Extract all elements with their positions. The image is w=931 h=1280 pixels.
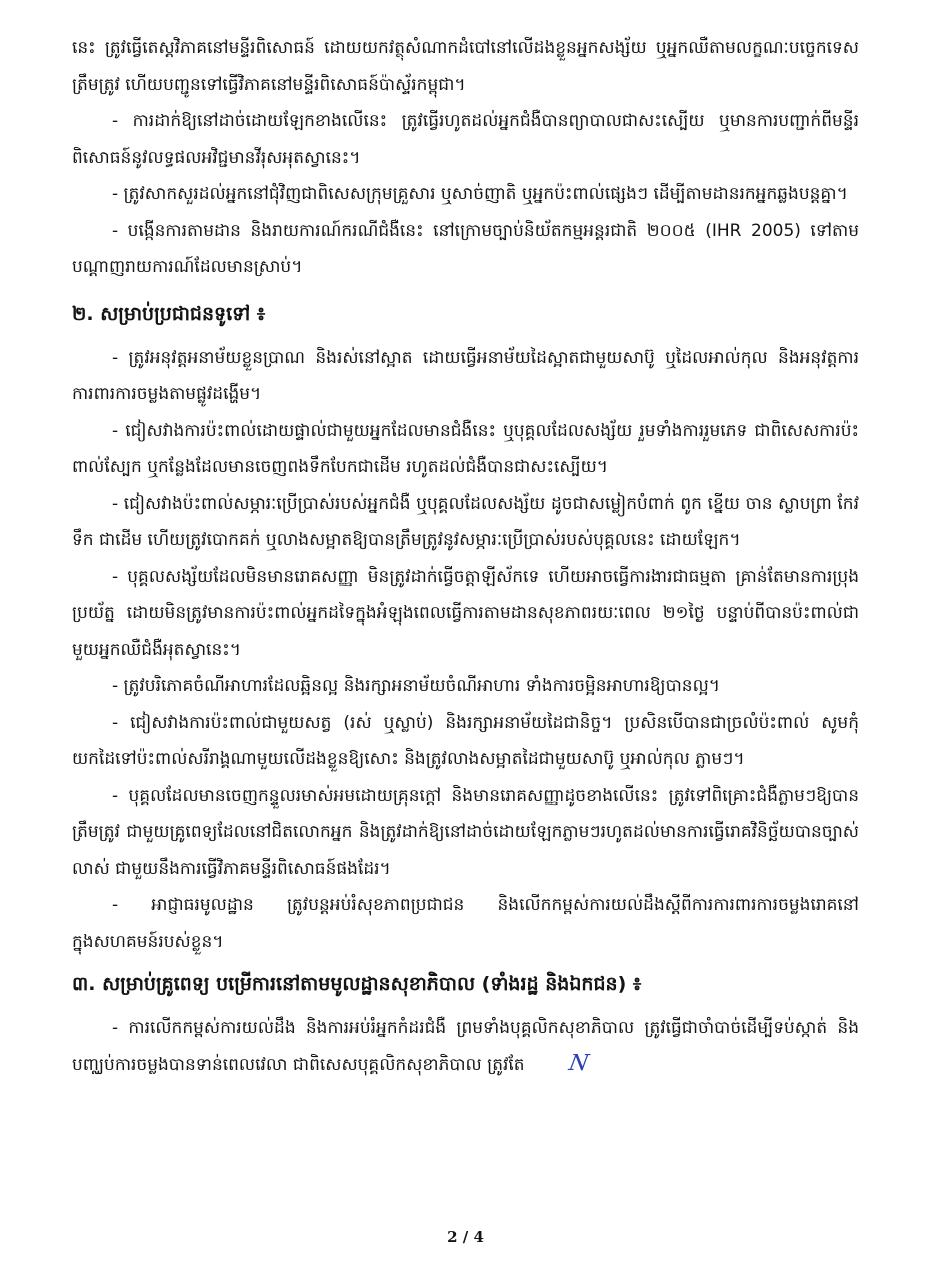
section-2-paragraph-3: - ជៀសវាងប៉ះពាល់សម្ភារៈប្រើប្រាស់របស់អ្នកជំងឺ ឬបុគ្គលដែលសង្ស័យ ដូចជាសម្លៀកបំពាក់ ពូក ខ្នើយ ចាន ស្លាបព្រា កែវទឹក ជាដើម ហើយត្រូវបោកគក់ ឬលាងសម្អាតឱ្យបានត្រឹមត្រូវនូវសម្ភារៈប្រើប្រាស់របស់បុគ្គលនេះ ដោយឡែក។	[72, 493, 859, 550]
page-number: 2 / 4	[447, 1228, 484, 1246]
section-3-paragraph-1-text: - ការលើកកម្ពស់ការយល់ដឹង និងការអប់រំអ្នកកំដរជំងឺ ព្រមទាំងបុគ្គលិកសុខាភិបាល ត្រូវធ្វើជាចាំបាច់ដើម្បីទប់ស្កាត់ និងបញ្ឈប់ការចម្លងបានទាន់ពេលវេលា ជាពិសេសបុគ្គលិកសុខាភិបាល ត្រូវតែ	[72, 1018, 859, 1075]
intro-paragraph-2: - ការដាក់ឱ្យនៅដាច់ដោយឡែកខាងលើនេះ ត្រូវធ្វើរហូតដល់អ្នកជំងឺបានព្យាបាលជាសះស្បើយ ឬមានការបញ្ជាក់ពីមន្ទីរពិសោធន៍នូវលទ្ធផលអវិជ្ជមានវីរុសអុតស្វានេះ។	[72, 111, 859, 168]
section-2-paragraph-2: - ជៀសវាងការប៉ះពាល់ដោយផ្ទាល់ជាមួយអ្នកដែលមានជំងឺនេះ ឬបុគ្គលដែលសង្ស័យ រួមទាំងការរួមភេទ ជាពិសេសការប៉ះពាល់ស្បែក ឬកន្លែងដែលមានចេញពងទឹកបែកជាដើម រហូតដល់ជំងឺបានជាសះស្បើយ។	[72, 420, 859, 477]
section-2-paragraph-1: - ត្រូវអនុវត្តអនាម័យខ្លួនប្រាណ និងរស់នៅស្អាត ដោយធ្វើអនាម័យដៃស្អាតជាមួយសាប៊ូ ឬដៃលអាល់កុល និងអនុវត្តការការពារការចម្លងតាមផ្លូវដង្ហើម។	[72, 347, 859, 404]
section-2-paragraph-8: - អាជ្ញាធរមូលដ្ឋាន ត្រូវបន្តអប់រំសុខភាពប្រជាជន និងលើកកម្ពស់ការយល់ដឹងស្តីពីការការពារការចម្លងរោគនៅក្នុងសហគមន៍របស់ខ្លួន។	[72, 895, 859, 952]
section-2-paragraph-4: - បុគ្គលសង្ស័យដែលមិនមានរោគសញ្ញា មិនត្រូវដាក់ធ្វើចត្តាឡីស័កទេ ហើយអាចធ្វើការងារជាធម្មតា គ្រាន់តែមានការប្រុងប្រយ័ត្ន ដោយមិនត្រូវមានការប៉ះពាល់អ្នកដទៃក្នុងអំឡុងពេលធ្វើការតាមដានសុខភាពរយៈពេល ២១ថ្ងៃ បន្ទាប់ពីបានប៉ះពាល់ជាមួយអ្នកឈឺជំងឺអុតស្វានេះ។	[72, 566, 859, 660]
intro-paragraph-3: - ត្រូវសាកសួរដល់អ្នកនៅជុំវិញជាពិសេសក្រុមគ្រួសារ ឬសាច់ញាតិ ឬអ្នកប៉ះពាល់ផ្សេងៗ ដើម្បីតាមដានរកអ្នកឆ្លងបន្តគ្នា។	[112, 184, 848, 204]
section-3-paragraph-1	[72, 1010, 859, 1083]
section-2-paragraph-7: - បុគ្គលដែលមានចេញកន្ទួលរមាស់អមដោយគ្រុនក្ដៅ និងមានរោគសញ្ញាដូចខាងលើនេះ ត្រូវទៅពិគ្រោះជំងឺភ្លាមៗឱ្យបានត្រឹមត្រូវ ជាមួយគ្រូពេទ្យដែលនៅជិតលោកអ្នក និងត្រូវដាក់ឱ្យនៅដាច់ដោយឡែកភ្លាមៗរហូតដល់មានការធ្វើរោគវិនិច្ឆ័យបានច្បាស់លាស់ ជាមួយនឹងការធ្វើវិភាគមន្ទីរពិសោធន៍ផងដែរ។	[72, 785, 859, 879]
section-2-paragraph-6: - ជៀសវាងការប៉ះពាល់ជាមួយសត្វ (រស់ ឬស្លាប់) និងរក្សាអនាម័យដៃជានិច្ច។ ប្រសិនបើបានជាច្រលំប៉ះពាល់ សូមកុំយកដៃទៅប៉ះពាល់សរីរាង្គណាមួយលើដងខ្លួនឱ្យសោះ និងត្រូវលាងសម្អាតដៃជាមួយសាប៊ូ ឬអាល់កុល ភ្លាមៗ។	[72, 712, 859, 769]
handwritten-initials: N	[566, 1050, 591, 1076]
intro-paragraph-4: - បង្កើនការតាមដាន និងរាយការណ៍ករណីជំងឺនេះ នៅក្រោមច្បាប់និយ័តកម្មអន្តរជាតិ ២០០៥ (IHR 2005) ទៅតាមបណ្ដាញរាយការណ៍ដែលមានស្រាប់។	[72, 220, 859, 277]
intro-paragraph-1: នេះ ត្រូវធ្វើតេស្តវិភាគនៅមន្ទីរពិសោធន៍ ដោយយកវត្ថុសំណាកដំបៅនៅលើដងខ្លួនអ្នកសង្ស័យ ឬអ្នកឈឺតាមលក្ខណៈបច្ចេកទេសត្រឹមត្រូវ ហើយបញ្ជូនទៅធ្វើវិភាគនៅមន្ទីរពិសោធន៍ប៉ាស្ទ័រកម្ពុជា។	[72, 38, 859, 95]
section-2-paragraph-5: - ត្រូវបរិភោគចំណីអាហារដែលឆ្អិនល្អ និងរក្សាអនាម័យចំណីអាហារ ទាំងការចម្អិនអាហារឱ្យបានល្អ។	[112, 676, 720, 696]
section-2-heading: ២. សម្រាប់ប្រជាជនទូទៅ ៖	[72, 302, 266, 325]
section-3-heading: ៣. សម្រាប់គ្រូពេទ្យ បម្រើការនៅតាមមូលដ្ឋានសុខាភិបាល (ទាំងរដ្ឋ និងឯកជន) ៖	[72, 973, 642, 995]
